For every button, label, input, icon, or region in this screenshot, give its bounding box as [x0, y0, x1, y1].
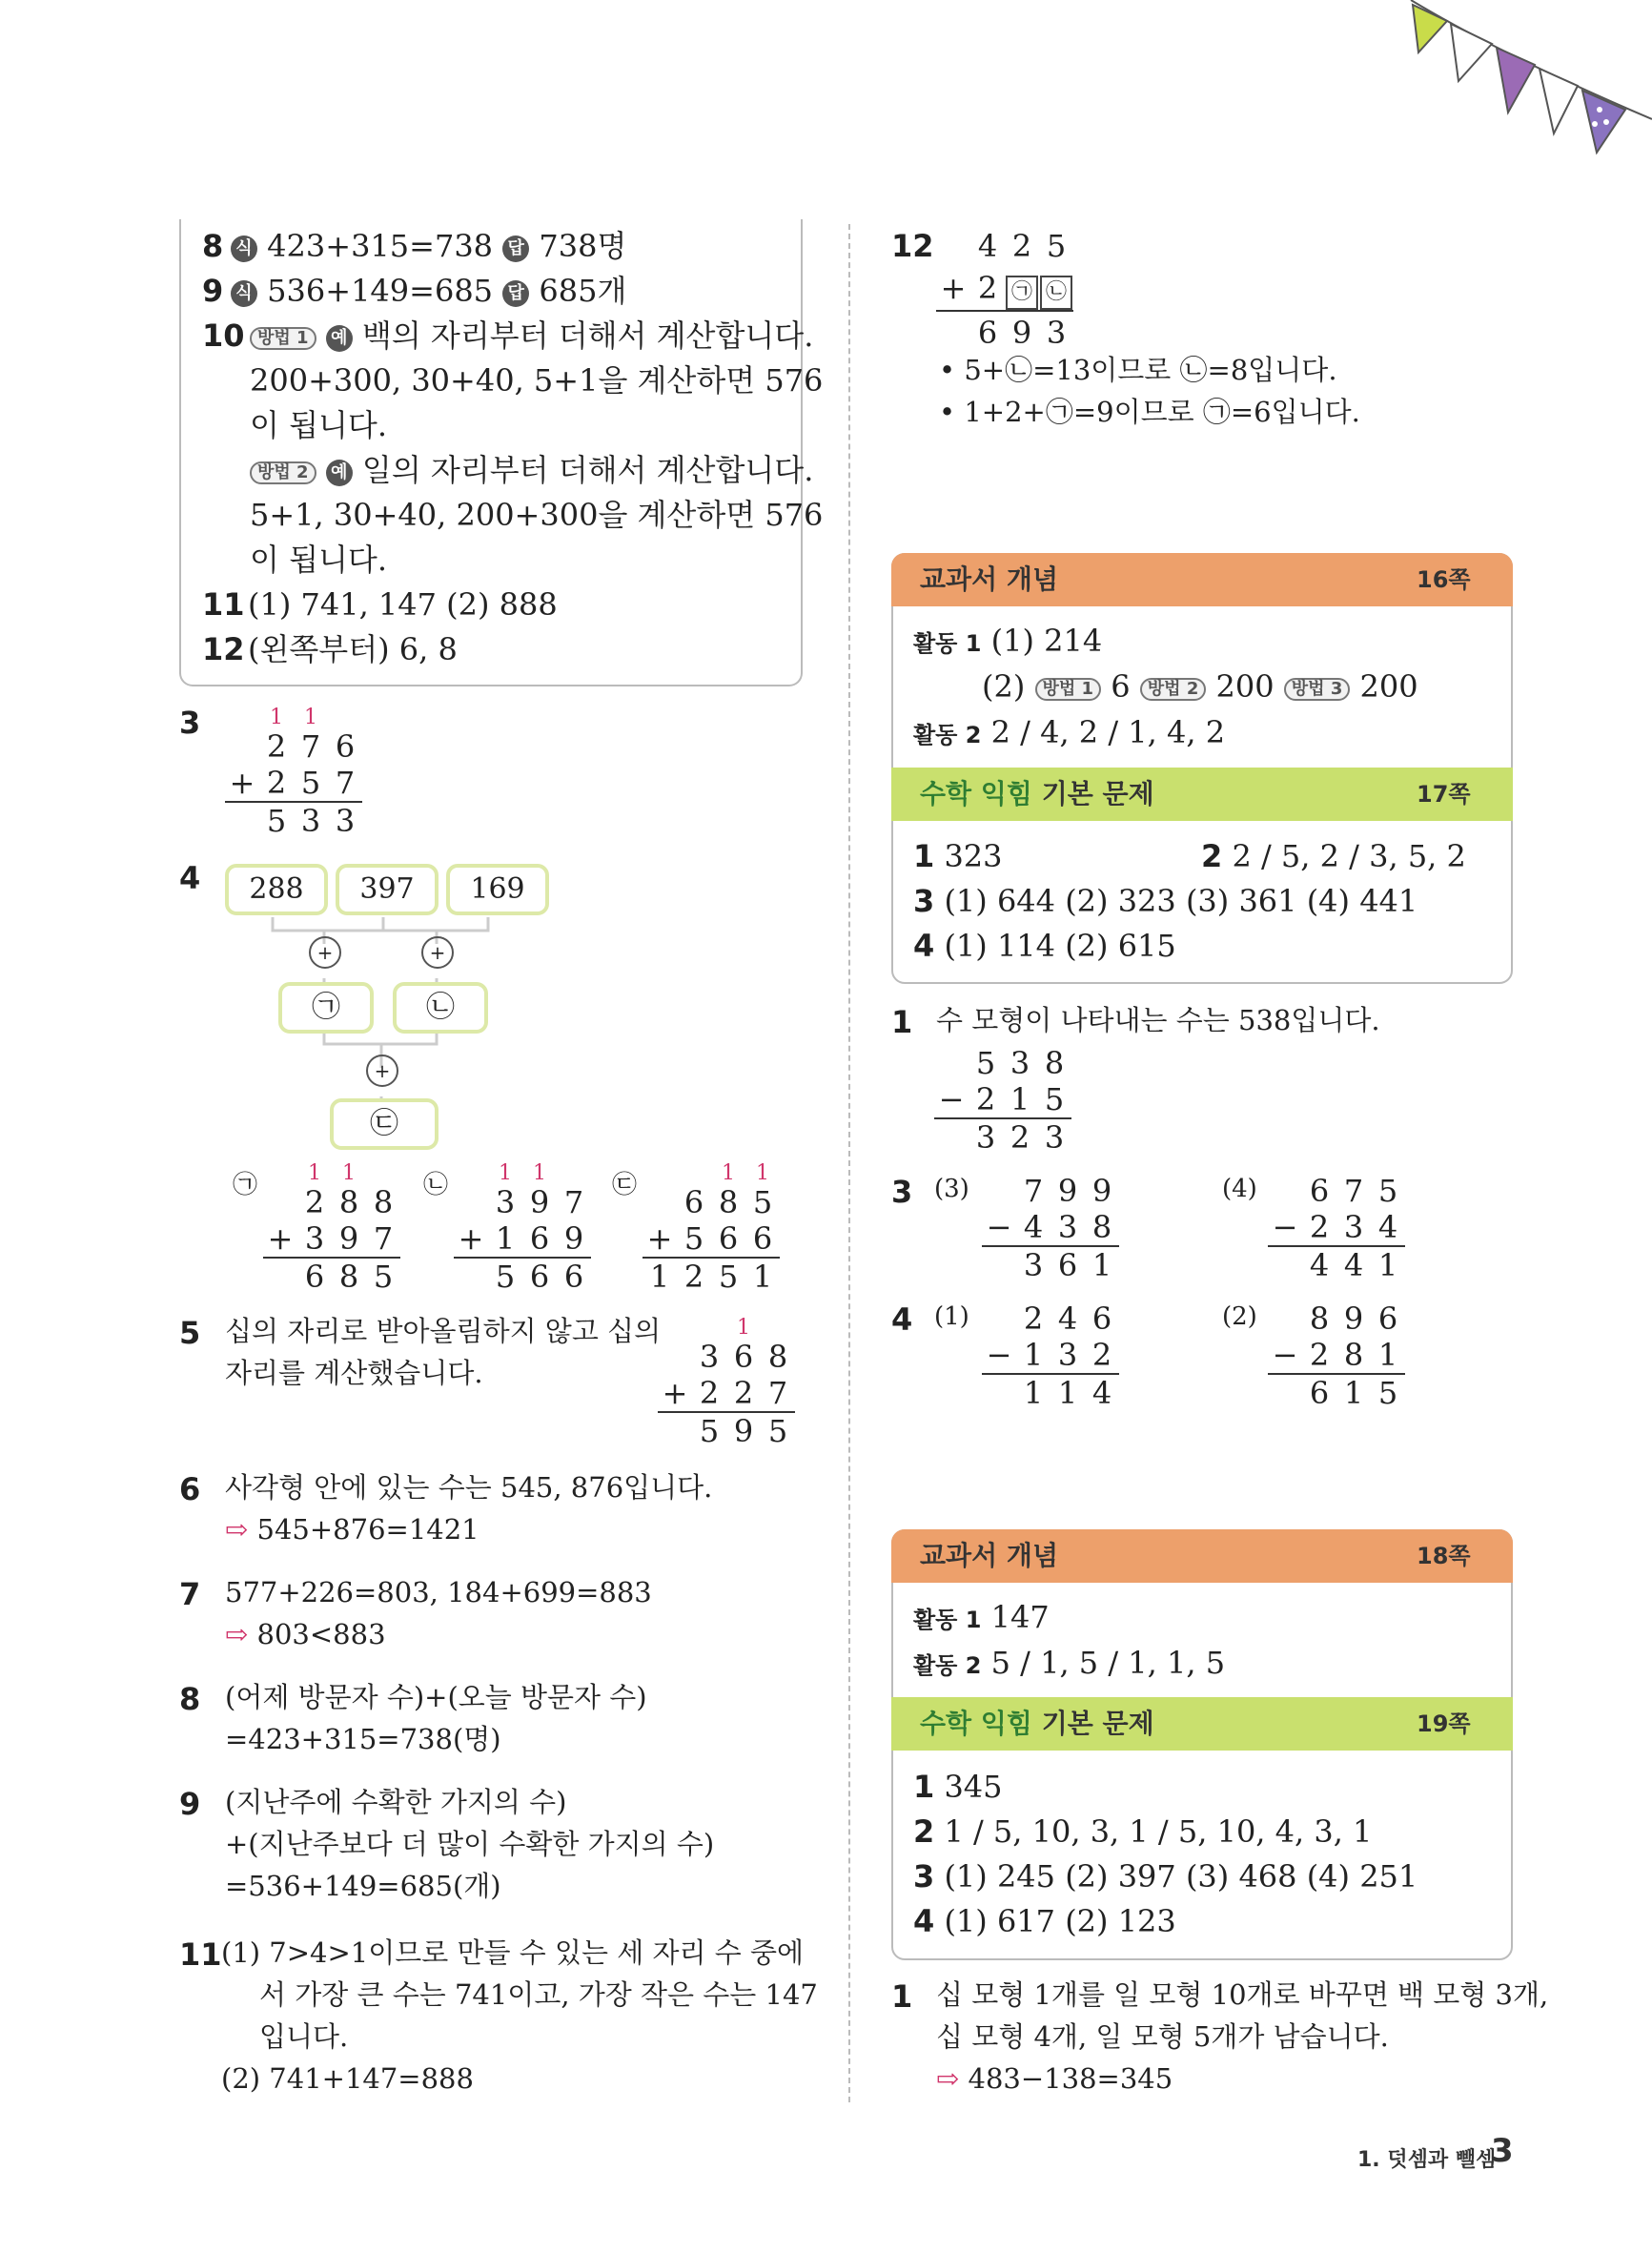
column-divider: [848, 224, 850, 2102]
value: 5 / 1, 5 / 1, 1, 5: [990, 1645, 1226, 1681]
page-number: 3: [1491, 2132, 1514, 2170]
r-s4-c2-label: (2): [1222, 1302, 1257, 1331]
r-t1-line-2: 십 모형 4개, 일 모형 5개가 남습니다.: [936, 2020, 1389, 2053]
method-1-line-2: 200+300, 30+40, 5+1을 계산하면 576: [250, 362, 824, 399]
problem-4-number: 4: [179, 860, 201, 896]
activity-1-line: [913, 623, 1103, 659]
q4-b: 4 (1) 617 (2) 123: [913, 1903, 1176, 1939]
r-t1-line-3: [936, 2062, 1173, 2095]
r-calc-s3-3: 7 9 9 − 4 3 8 3 6 1: [982, 1173, 1119, 1283]
method-1-line-3: 이 됩니다.: [250, 407, 387, 443]
problem-9-line: [231, 273, 627, 309]
calc-a: 1 1 2 8 8 + 3 9 7 6 8 5: [263, 1163, 400, 1295]
sik-badge: 식: [231, 236, 257, 262]
method-2-line-3: 이 됩니다.: [250, 542, 387, 578]
problem-3-number: 3: [179, 705, 201, 741]
problem-7-number: 7: [179, 1576, 201, 1612]
activity-label: 활동 2: [913, 1652, 982, 1679]
r-vertical-calc-12: 4 2 5 + 2 ㉠ ㉡ 6 9 3: [936, 225, 1073, 354]
top-box-169: 169: [446, 864, 549, 915]
q2: 2 2 / 5, 2 / 3, 5, 2: [1201, 838, 1466, 874]
r-12-line-2: • 1+2+㉠=9이므로 ㉠=6입니다.: [939, 396, 1360, 428]
dap-badge: 답: [502, 280, 529, 307]
r-vertical-calc-s1: 5 3 8 − 2 1 5 3 2 3: [934, 1045, 1071, 1156]
r-s4-number: 4: [891, 1301, 913, 1338]
r-calc-s3-4: 6 7 5 − 2 3 4 4 4 1: [1268, 1173, 1405, 1283]
r-s3-c4-label: (4): [1222, 1175, 1257, 1203]
vertical-calc-5: 1 3 6 8 + 2 2 7 5 9 5: [658, 1318, 795, 1449]
problem-9b-number: 9: [179, 1786, 201, 1822]
arrow-icon: ⇨: [225, 1618, 249, 1650]
activity-2-line-2: [913, 1645, 1226, 1681]
activity-label: 활동 1: [913, 630, 982, 657]
value: 147: [990, 1599, 1050, 1635]
value: 2 / 4, 2 / 1, 4, 2: [990, 714, 1226, 750]
r-t1-line-1: 십 모형 1개를 일 모형 10개로 바꾸면 백 모형 3개,: [936, 1978, 1549, 2011]
activity-2-line: [913, 714, 1226, 750]
problem-6-line-1: 사각형 안에 있는 수는 545, 876입니다.: [225, 1471, 713, 1504]
r-s1-text: 수 모형이 나타내는 수는 538입니다.: [936, 1004, 1380, 1036]
problem-6-line-2: [225, 1513, 479, 1546]
expr: 423+315=738: [267, 228, 494, 264]
problem-8-line: [231, 228, 627, 264]
answer: 738명: [539, 228, 627, 264]
q2-b: 2 1 / 5, 10, 3, 1 / 5, 10, 4, 3, 1: [913, 1813, 1373, 1850]
text: 483−138=345: [968, 2062, 1173, 2095]
plus-circle-2: +: [421, 936, 454, 969]
concept-page-2: 18쪽: [1417, 1543, 1471, 1569]
problem-8b-number: 8: [179, 1681, 201, 1717]
method-2-pill: 방법 2: [250, 461, 316, 484]
method-2-line-2: 5+1, 30+40, 200+300을 계산하면 576: [250, 497, 824, 533]
text: 백의 자리부터 더해서 계산합니다.: [361, 317, 814, 354]
problem-9b-line-3: =536+149=685(개): [225, 1870, 501, 1902]
plus-circle-1: +: [309, 936, 341, 969]
dap-badge: 답: [502, 236, 529, 262]
problem-5-line-1: 십의 자리로 받아올림하지 않고 십의: [225, 1315, 662, 1347]
footer-chapter: 1. 덧셈과 뺄셈: [1357, 2148, 1497, 2172]
problem-8b-line-1: (어제 방문자 수)+(오늘 방문자 수): [225, 1681, 647, 1713]
q1: 1 323: [913, 838, 1003, 874]
problem-10-number: 10: [202, 317, 245, 354]
plus-circle-3: +: [366, 1055, 398, 1087]
q3: 3 (1) 644 (2) 323 (3) 361 (4) 441: [913, 883, 1418, 919]
answer: 685개: [539, 273, 627, 309]
problem-8-number: 8: [202, 228, 224, 264]
concept-title-2: 교과서 개념: [920, 1540, 1058, 1571]
problem-11b-line-3: 입니다.: [259, 2020, 349, 2053]
problem-9b-line-2: +(지난주보다 더 많이 수확한 가지의 수): [225, 1828, 715, 1860]
top-box-288: 288: [225, 864, 328, 915]
r-problem-12-number: 12: [891, 228, 934, 264]
practice-page: 17쪽: [1417, 781, 1471, 808]
concept-title: 교과서 개념: [920, 563, 1058, 595]
calc-c-label: ㉢: [612, 1171, 638, 1199]
problem-11-answer: (1) 741, 147 (2) 888: [248, 586, 558, 623]
activity-1-line-2: [913, 1599, 1050, 1635]
problem-7-line-1: 577+226=803, 184+699=883: [225, 1576, 652, 1608]
problem-12-number: 12: [202, 631, 245, 667]
r-calc-s4-1: 2 4 6 − 1 3 2 1 1 4: [982, 1301, 1119, 1411]
problem-12-answer: (왼쪽부터) 6, 8: [248, 631, 458, 667]
problem-11b-line-1: (1) 7>4>1이므로 만들 수 있는 세 자리 수 중에: [221, 1936, 804, 1969]
practice-title: 수학 익힘 기본 문제: [920, 778, 1154, 809]
method-1-line: [250, 317, 814, 354]
problem-11b-line-2: 서 가장 큰 수는 741이고, 가장 작은 수는 147: [259, 1978, 818, 2011]
problem-6-number: 6: [179, 1471, 201, 1507]
r-calc-s4-2: 8 9 6 − 2 8 1 6 1 5: [1268, 1301, 1405, 1411]
problem-5-line-2: 자리를 계산했습니다.: [225, 1357, 483, 1389]
problem-9-number: 9: [202, 273, 224, 309]
mid-box-a: ㉠: [278, 982, 374, 1034]
method-3-pill: 방법 3: [1284, 678, 1351, 701]
r-s3-number: 3: [891, 1174, 913, 1210]
practice-page-2: 19쪽: [1417, 1710, 1471, 1737]
activity-1-methods: (2) 방법 1 6 방법 2 200 방법 3 200: [982, 668, 1418, 705]
calc-a-label: ㉠: [233, 1171, 258, 1199]
ye-badge: 예: [326, 460, 353, 486]
sik-badge: 식: [231, 280, 257, 307]
method-2-line: [250, 452, 814, 488]
practice-title-2: 수학 익힘 기본 문제: [920, 1708, 1154, 1739]
q3-b: 3 (1) 245 (2) 397 (3) 468 (4) 251: [913, 1858, 1418, 1895]
method-2-pill: 방법 2: [1140, 678, 1207, 701]
problem-11-number: 11: [202, 586, 245, 623]
calc-b: 1 1 3 9 7 + 1 6 9 5 6 6: [454, 1163, 591, 1295]
expr: 536+149=685: [267, 273, 494, 309]
activity-label: 활동 2: [913, 722, 982, 748]
problem-9b-line-1: (지난주에 수확한 가지의 수): [225, 1786, 567, 1818]
method-1-pill: 방법 1: [1035, 678, 1102, 701]
arrow-icon: ⇨: [225, 1513, 249, 1546]
r-s1-number: 1: [891, 1004, 913, 1040]
text: 803<883: [256, 1618, 386, 1650]
r-s3-c3-label: (3): [934, 1175, 969, 1203]
mid-box-b: ㉡: [393, 982, 488, 1034]
problem-11b-line-4: (2) 741+147=888: [221, 2062, 474, 2095]
problem-8b-line-2: =423+315=738(명): [225, 1723, 501, 1755]
value: (1) 214: [990, 623, 1103, 659]
q1-b: 1 345: [913, 1769, 1003, 1805]
calc-c: 1 1 6 8 5 + 5 6 6 1 2 5 1: [642, 1163, 780, 1295]
bunting-decoration: [1392, 0, 1652, 162]
problem-7-line-2: [225, 1618, 386, 1650]
r-12-line-1: • 5+㉡=13이므로 ㉡=8입니다.: [939, 354, 1337, 386]
text: 일의 자리부터 더해서 계산합니다.: [361, 452, 814, 488]
r-s4-c1-label: (1): [934, 1302, 969, 1331]
problem-11b-number: 11: [179, 1936, 222, 1973]
method-1-pill: 방법 1: [250, 327, 316, 350]
text: 545+876=1421: [256, 1513, 479, 1546]
bottom-box-c: ㉢: [330, 1098, 438, 1150]
problem-5-number: 5: [179, 1315, 201, 1351]
vertical-calc-3: 1 1 2 7 6 + 2 5 7 5 3 3: [225, 707, 362, 839]
arrow-icon: ⇨: [936, 2062, 960, 2095]
r-t1-number: 1: [891, 1978, 913, 2015]
calc-b-label: ㉡: [423, 1171, 449, 1199]
q4: 4 (1) 114 (2) 615: [913, 928, 1176, 964]
top-box-397: 397: [336, 864, 438, 915]
concept-page: 16쪽: [1417, 566, 1471, 593]
ye-badge: 예: [326, 325, 353, 352]
activity-label: 활동 1: [913, 1607, 982, 1633]
